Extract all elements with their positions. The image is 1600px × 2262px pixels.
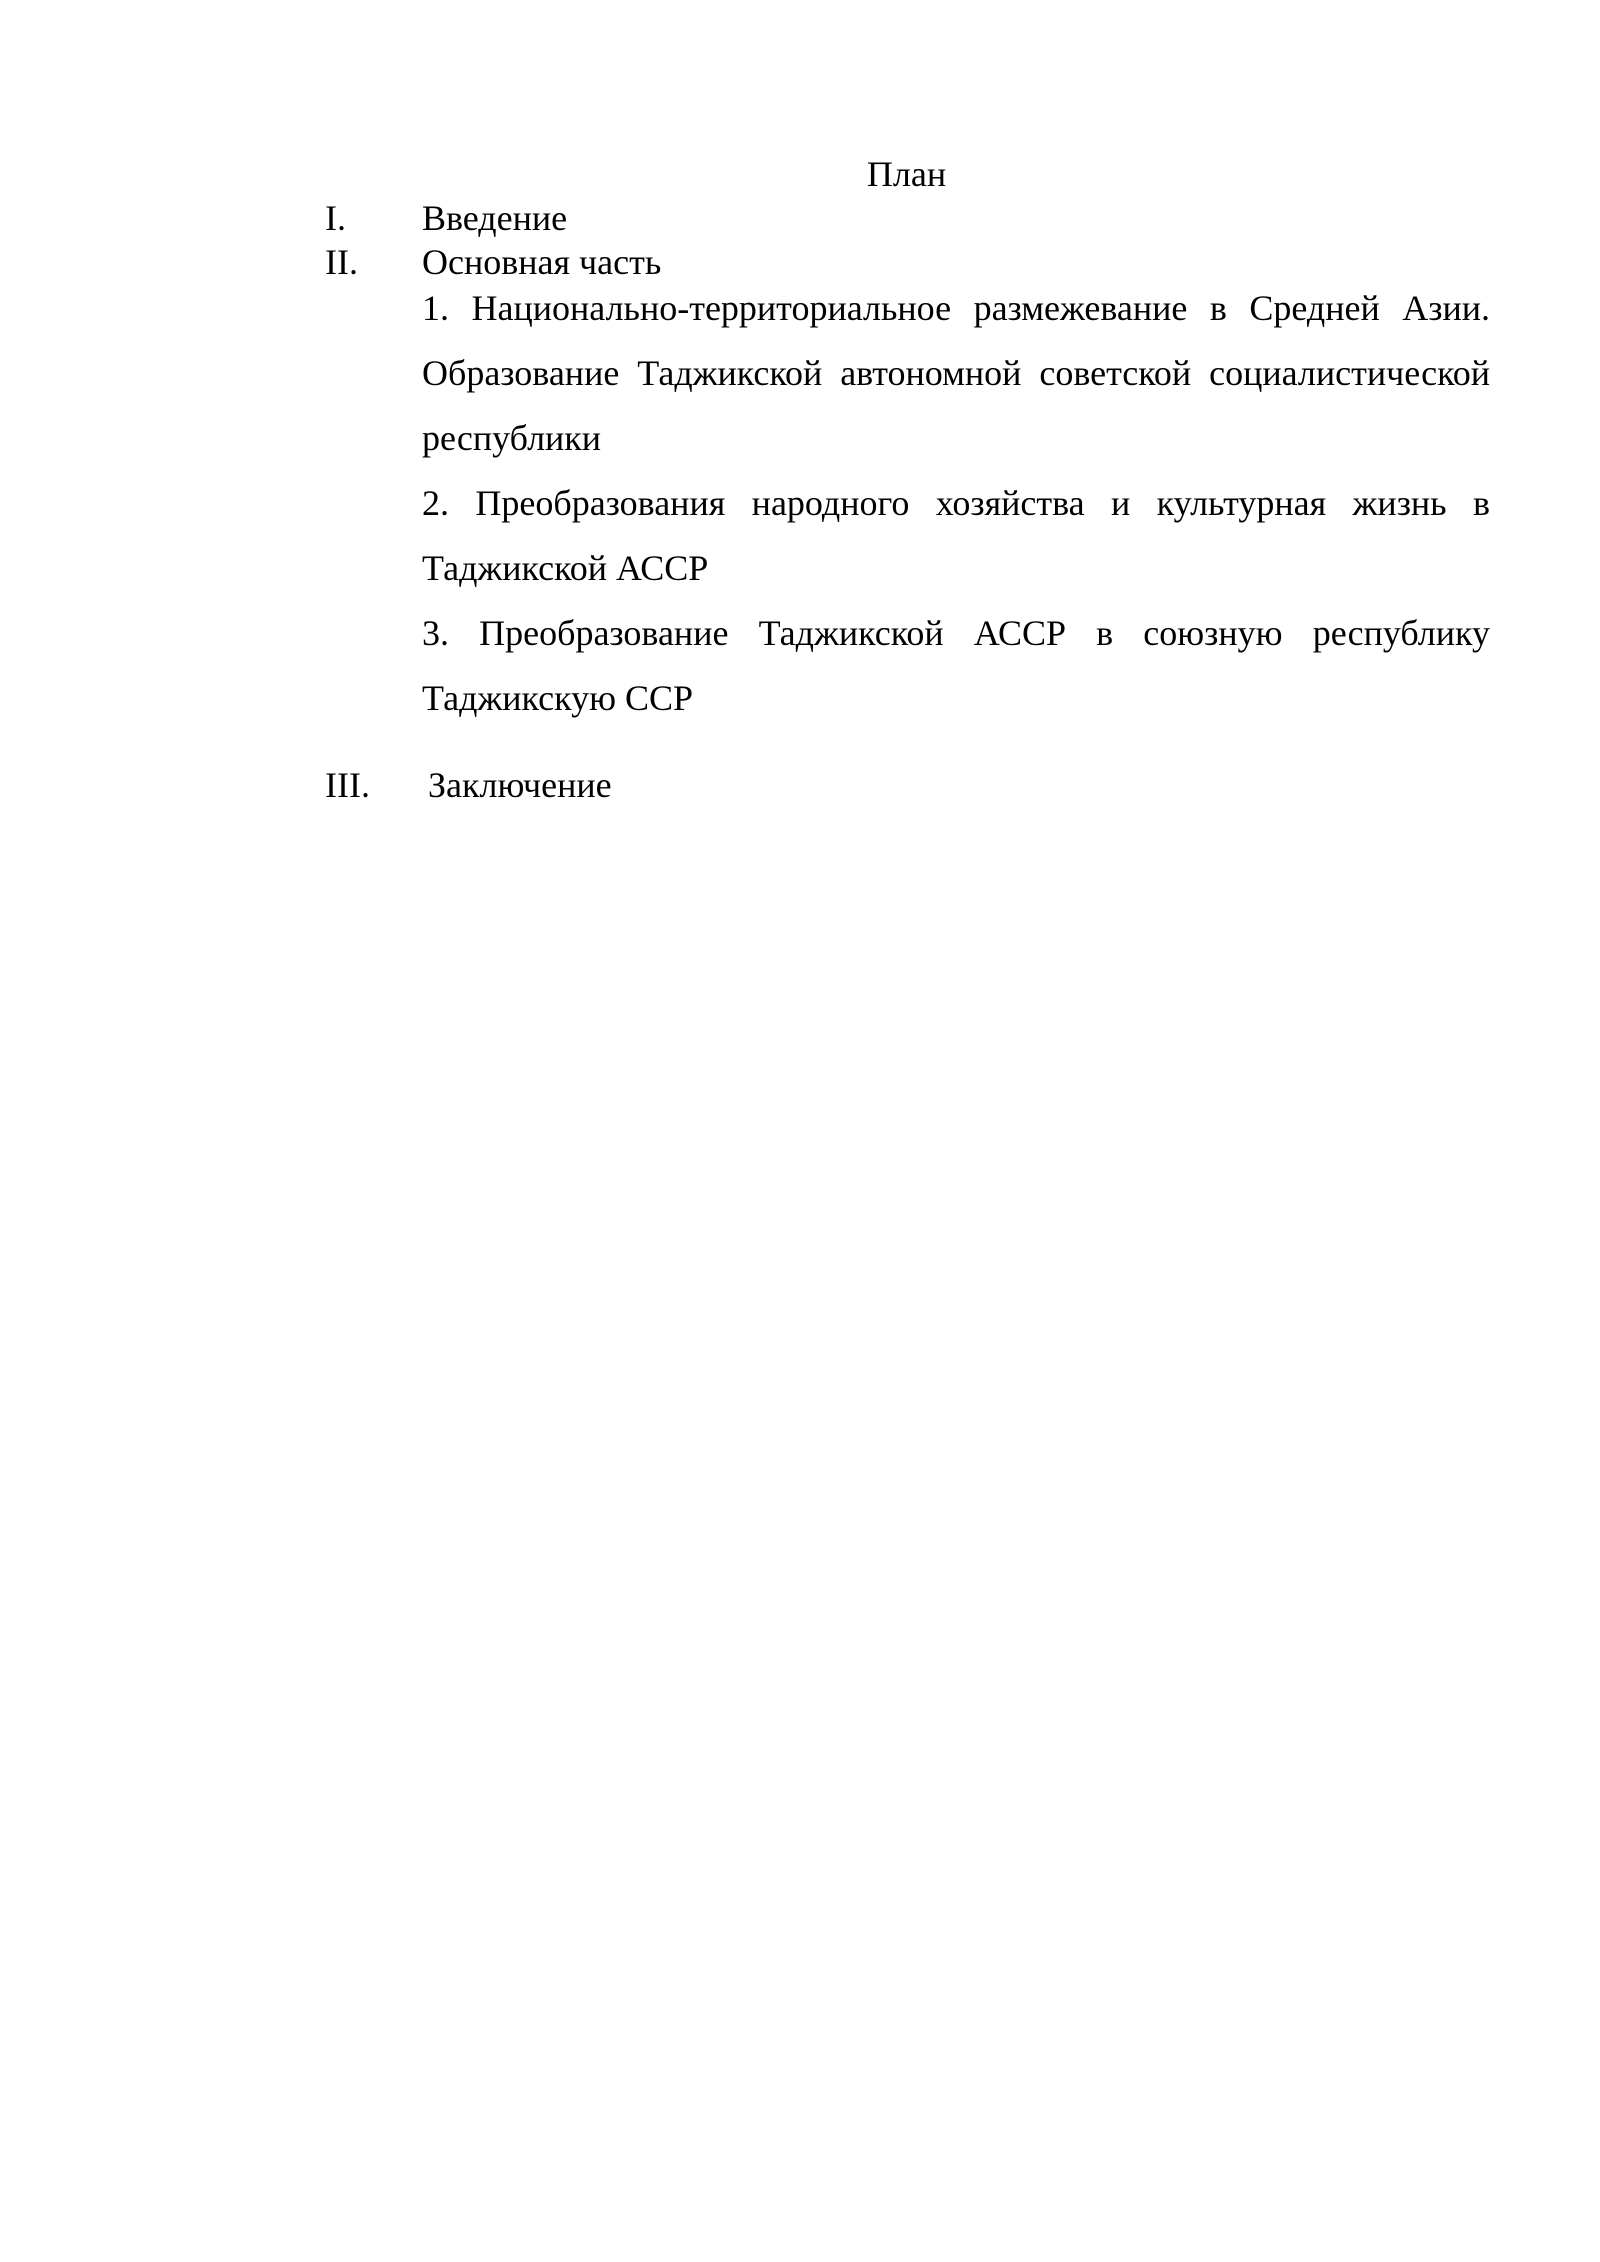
section-numeral-1: I. <box>325 198 346 238</box>
section-heading-introduction: Введение <box>422 198 568 238</box>
section-numeral-2: II. <box>325 242 358 282</box>
section-heading-conclusion: Заключение <box>428 765 612 805</box>
subitem-1: 1. Национально-территориальное размежевание в Средней Азии. Образование Таджикской автономной советской социалистической республики <box>422 288 1490 458</box>
page-title: План <box>866 154 947 194</box>
section-heading-main-part: Основная часть <box>422 242 662 282</box>
subitem-2: 2. Преобразования народного хозяйства и культурная жизнь в Таджикской АССР <box>422 483 1490 588</box>
subitem-3: 3. Преобразование Таджикской АССР в союзную республику Таджикскую ССР <box>422 613 1490 718</box>
section-numeral-3: III. <box>325 765 370 805</box>
